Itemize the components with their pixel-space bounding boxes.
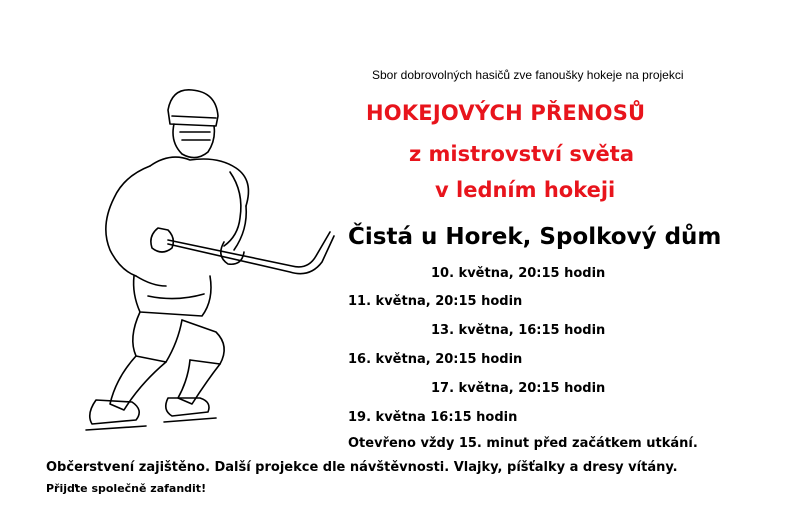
date-item-6: 19. května 16:15 hodin — [348, 410, 518, 425]
date-item-1: 10. května, 20:15 hodin — [431, 266, 606, 281]
date-item-2: 11. května, 20:15 hodin — [348, 294, 523, 309]
intro-text: Sbor dobrovolných hasičů zve fanoušky hokeje na projekci — [372, 68, 684, 82]
title-line-2: z mistrovství světa — [409, 142, 635, 166]
invite-note: Přijďte společně zafandit! — [46, 482, 207, 495]
opening-note: Otevřeno vždy 15. minut před začátkem utkání. — [348, 436, 698, 451]
title-line-1: HOKEJOVÝCH PŘENOSŮ — [366, 101, 646, 125]
date-item-5: 17. května, 20:15 hodin — [431, 381, 606, 396]
date-item-4: 16. května, 20:15 hodin — [348, 352, 523, 367]
title-line-3: v ledním hokeji — [435, 178, 616, 202]
hockey-player-illustration — [40, 80, 350, 440]
venue-heading: Čistá u Horek, Spolkový dům — [348, 224, 722, 250]
refreshments-note: Občerstvení zajištěno. Další projekce dle návštěvnosti. Vlajky, píšťalky a dresy vítány. — [46, 460, 678, 475]
date-item-3: 13. května, 16:15 hodin — [431, 323, 606, 338]
